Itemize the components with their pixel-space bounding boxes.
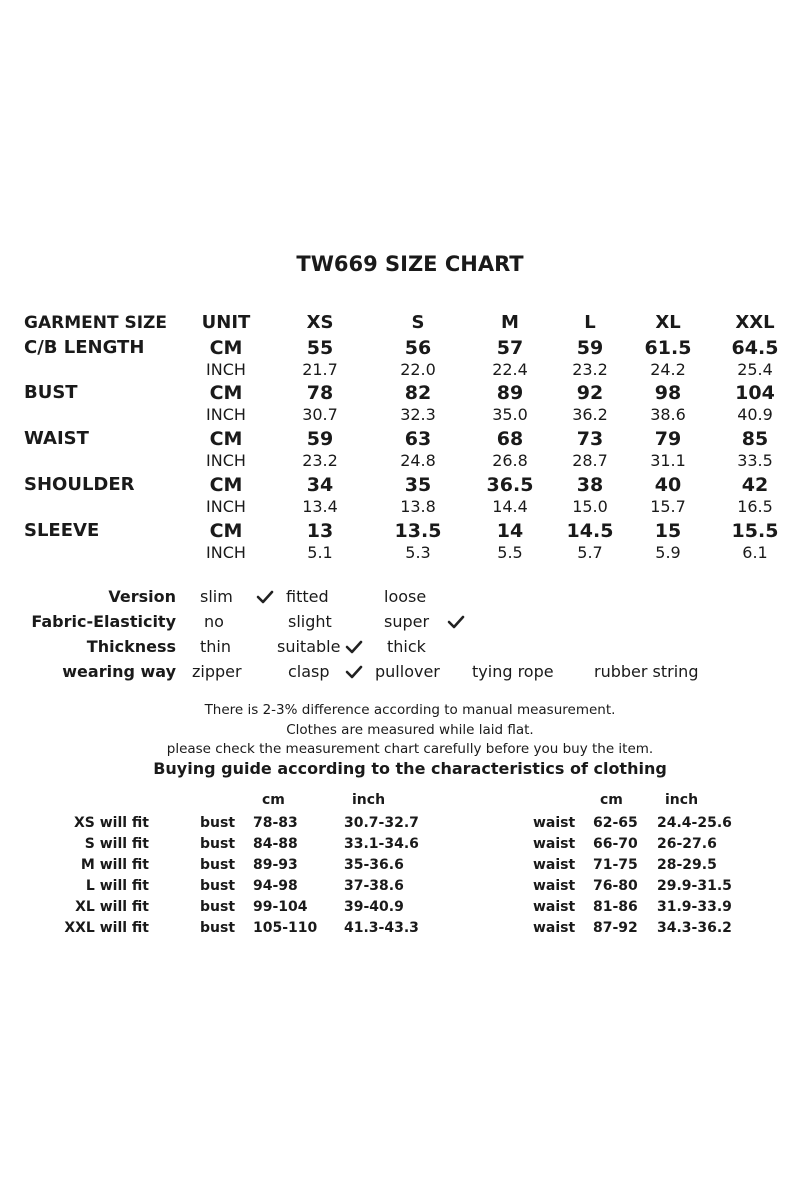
guide-bust-inch: 35-36.6 xyxy=(344,857,404,873)
attribute-option: fitted xyxy=(286,587,329,606)
guide-waist-inch: 29.9-31.5 xyxy=(657,878,732,894)
inch-value: 5.3 xyxy=(405,543,431,562)
inch-header: inch xyxy=(352,792,386,808)
attribute-option: tying rope xyxy=(472,662,554,681)
buying-guide-title: Buying guide according to the characteristics of clothing xyxy=(153,759,667,778)
cm-value: 59 xyxy=(306,428,334,450)
measurement-inch-row xyxy=(0,358,800,382)
guide-waist-label: waist xyxy=(533,899,576,915)
inch-value: 22.4 xyxy=(492,360,528,379)
guide-waist-label: waist xyxy=(533,815,576,831)
inch-value: 24.2 xyxy=(650,360,686,379)
unit-header: UNIT xyxy=(201,312,251,333)
inch-value: 30.7 xyxy=(302,405,338,424)
guide-waist-label: waist xyxy=(533,836,576,852)
guide-bust-label: bust xyxy=(200,899,236,915)
note-line: There is 2-3% difference according to manual measurement. xyxy=(204,702,616,718)
guide-waist-cm: 71-75 xyxy=(593,857,638,873)
cm-value: 15 xyxy=(654,520,682,542)
cm-header: cm xyxy=(600,792,623,808)
guide-waist-inch: 28-29.5 xyxy=(657,857,717,873)
inch-value: 13.8 xyxy=(400,497,436,516)
guide-waist-cm: 66-70 xyxy=(593,836,638,852)
guide-waist-cm: 62-65 xyxy=(593,815,638,831)
unit-cm: CM xyxy=(209,337,243,359)
inch-value: 31.1 xyxy=(650,451,686,470)
cm-value: 61.5 xyxy=(644,337,692,359)
measurement-inch-row xyxy=(0,449,800,473)
cm-value: 79 xyxy=(654,428,682,450)
guide-bust-inch: 33.1-34.6 xyxy=(344,836,419,852)
cm-value: 40 xyxy=(654,474,682,496)
guide-waist-label: waist xyxy=(533,857,576,873)
inch-value: 13.4 xyxy=(302,497,338,516)
measurement-label: SHOULDER xyxy=(24,474,135,495)
inch-value: 33.5 xyxy=(737,451,773,470)
attribute-label: Version xyxy=(108,587,176,606)
size-header-xl: XL xyxy=(655,312,681,333)
inch-value: 28.7 xyxy=(572,451,608,470)
guide-waist-cm: 87-92 xyxy=(593,920,638,936)
cm-value: 55 xyxy=(306,337,334,359)
cm-value: 59 xyxy=(576,337,604,359)
attribute-row xyxy=(0,610,800,634)
cm-value: 35 xyxy=(404,474,432,496)
guide-waist-label: waist xyxy=(533,878,576,894)
unit-inch: INCH xyxy=(206,360,246,379)
guide-size-label: XXL will fit xyxy=(64,920,149,936)
guide-waist-cm: 81-86 xyxy=(593,899,638,915)
attribute-option: super xyxy=(384,612,430,631)
guide-waist-inch: 26-27.6 xyxy=(657,836,717,852)
guide-size-label: L will fit xyxy=(85,878,149,894)
measurement-cm-row xyxy=(0,519,800,543)
inch-value: 14.4 xyxy=(492,497,528,516)
cm-value: 78 xyxy=(306,382,334,404)
guide-bust-cm: 99-104 xyxy=(253,899,308,915)
guide-bust-inch: 30.7-32.7 xyxy=(344,815,419,831)
guide-bust-label: bust xyxy=(200,920,236,936)
unit-inch: INCH xyxy=(206,543,246,562)
inch-value: 25.4 xyxy=(737,360,773,379)
unit-cm: CM xyxy=(209,520,243,542)
size-header-l: L xyxy=(584,312,596,333)
unit-cm: CM xyxy=(209,428,243,450)
cm-value: 57 xyxy=(496,337,524,359)
guide-bust-cm: 89-93 xyxy=(253,857,298,873)
guide-waist-inch: 34.3-36.2 xyxy=(657,920,732,936)
measurement-label: BUST xyxy=(24,382,78,403)
cm-value: 73 xyxy=(576,428,604,450)
attribute-row xyxy=(0,635,800,659)
guide-bust-inch: 37-38.6 xyxy=(344,878,404,894)
inch-value: 15.0 xyxy=(572,497,608,516)
inch-value: 32.3 xyxy=(400,405,436,424)
attribute-option: loose xyxy=(384,587,427,606)
attribute-option: thick xyxy=(387,637,426,656)
measurement-cm-row xyxy=(0,336,800,360)
inch-value: 16.5 xyxy=(737,497,773,516)
unit-cm: CM xyxy=(209,382,243,404)
unit-cm: CM xyxy=(209,474,243,496)
cm-value: 36.5 xyxy=(486,474,534,496)
attribute-option: thin xyxy=(200,637,231,656)
guide-bust-cm: 105-110 xyxy=(253,920,318,936)
cm-value: 68 xyxy=(496,428,524,450)
attribute-label: Fabric-Elasticity xyxy=(31,612,176,631)
inch-value: 23.2 xyxy=(572,360,608,379)
attribute-option: clasp xyxy=(288,662,330,681)
cm-value: 13 xyxy=(306,520,334,542)
garment-size-label: GARMENT SIZE xyxy=(24,313,167,333)
check-icon xyxy=(256,588,274,606)
attribute-option: slight xyxy=(288,612,332,631)
cm-value: 13.5 xyxy=(394,520,442,542)
guide-bust-cm: 84-88 xyxy=(253,836,298,852)
inch-value: 38.6 xyxy=(650,405,686,424)
inch-value: 15.7 xyxy=(650,497,686,516)
guide-bust-cm: 78-83 xyxy=(253,815,298,831)
attribute-row xyxy=(0,660,800,684)
guide-bust-inch: 39-40.9 xyxy=(344,899,404,915)
unit-inch: INCH xyxy=(206,497,246,516)
guide-size-label: XL will fit xyxy=(75,899,149,915)
guide-bust-label: bust xyxy=(200,878,236,894)
inch-value: 35.0 xyxy=(492,405,528,424)
cm-value: 38 xyxy=(576,474,604,496)
attribute-option: slim xyxy=(200,587,233,606)
guide-bust-cm: 94-98 xyxy=(253,878,298,894)
measurement-inch-row xyxy=(0,495,800,519)
cm-value: 42 xyxy=(741,474,769,496)
check-icon xyxy=(447,613,465,631)
cm-value: 89 xyxy=(496,382,524,404)
cm-value: 63 xyxy=(404,428,432,450)
size-header-m: M xyxy=(501,312,519,333)
size-header-xxl: XXL xyxy=(735,312,775,333)
check-icon xyxy=(345,663,363,681)
cm-value: 56 xyxy=(404,337,432,359)
attribute-option: suitable xyxy=(277,637,341,656)
guide-waist-cm: 76-80 xyxy=(593,878,638,894)
inch-header: inch xyxy=(665,792,699,808)
measurement-inch-row xyxy=(0,541,800,565)
guide-bust-label: bust xyxy=(200,836,236,852)
size-header-xs: XS xyxy=(306,312,334,333)
inch-value: 5.7 xyxy=(577,543,603,562)
inch-value: 21.7 xyxy=(302,360,338,379)
unit-inch: INCH xyxy=(206,405,246,424)
note-line: Clothes are measured while laid flat. xyxy=(286,722,534,738)
attribute-label: Thickness xyxy=(86,637,176,656)
attribute-option: no xyxy=(204,612,224,631)
guide-bust-inch: 41.3-43.3 xyxy=(344,920,419,936)
inch-value: 26.8 xyxy=(492,451,528,470)
cm-value: 14 xyxy=(496,520,524,542)
inch-value: 23.2 xyxy=(302,451,338,470)
measurement-label: WAIST xyxy=(24,428,89,449)
guide-size-label: XS will fit xyxy=(73,815,149,831)
note-line: please check the measurement chart carefully before you buy the item. xyxy=(166,741,654,757)
cm-value: 104 xyxy=(735,382,775,404)
cm-value: 14.5 xyxy=(566,520,614,542)
guide-size-label: M will fit xyxy=(80,857,149,873)
check-icon xyxy=(345,638,363,656)
guide-bust-label: bust xyxy=(200,815,236,831)
attribute-row xyxy=(0,585,800,609)
inch-value: 5.5 xyxy=(497,543,523,562)
size-header-row xyxy=(0,311,800,335)
attribute-option: pullover xyxy=(375,662,440,681)
guide-waist-inch: 31.9-33.9 xyxy=(657,899,732,915)
cm-value: 34 xyxy=(306,474,334,496)
inch-value: 5.9 xyxy=(655,543,681,562)
guide-size-label: S will fit xyxy=(84,836,149,852)
measurement-inch-row xyxy=(0,403,800,427)
measurement-cm-row xyxy=(0,427,800,451)
measurement-cm-row xyxy=(0,473,800,497)
inch-value: 22.0 xyxy=(400,360,436,379)
cm-header: cm xyxy=(262,792,285,808)
attribute-option: zipper xyxy=(192,662,242,681)
measurement-label: C/B LENGTH xyxy=(24,337,145,358)
page-title: TW669 SIZE CHART xyxy=(296,252,524,276)
cm-value: 85 xyxy=(741,428,769,450)
unit-inch: INCH xyxy=(206,451,246,470)
guide-waist-inch: 24.4-25.6 xyxy=(657,815,732,831)
cm-value: 64.5 xyxy=(731,337,779,359)
cm-value: 15.5 xyxy=(731,520,779,542)
inch-value: 36.2 xyxy=(572,405,608,424)
measurement-label: SLEEVE xyxy=(24,520,100,541)
cm-value: 98 xyxy=(654,382,682,404)
guide-waist-label: waist xyxy=(533,920,576,936)
cm-value: 82 xyxy=(404,382,432,404)
measurement-cm-row xyxy=(0,381,800,405)
attribute-option: rubber string xyxy=(594,662,699,681)
inch-value: 5.1 xyxy=(307,543,333,562)
inch-value: 24.8 xyxy=(400,451,436,470)
cm-value: 92 xyxy=(576,382,604,404)
inch-value: 6.1 xyxy=(742,543,768,562)
inch-value: 40.9 xyxy=(737,405,773,424)
attribute-label: wearing way xyxy=(62,662,176,681)
guide-bust-label: bust xyxy=(200,857,236,873)
size-header-s: S xyxy=(411,312,425,333)
